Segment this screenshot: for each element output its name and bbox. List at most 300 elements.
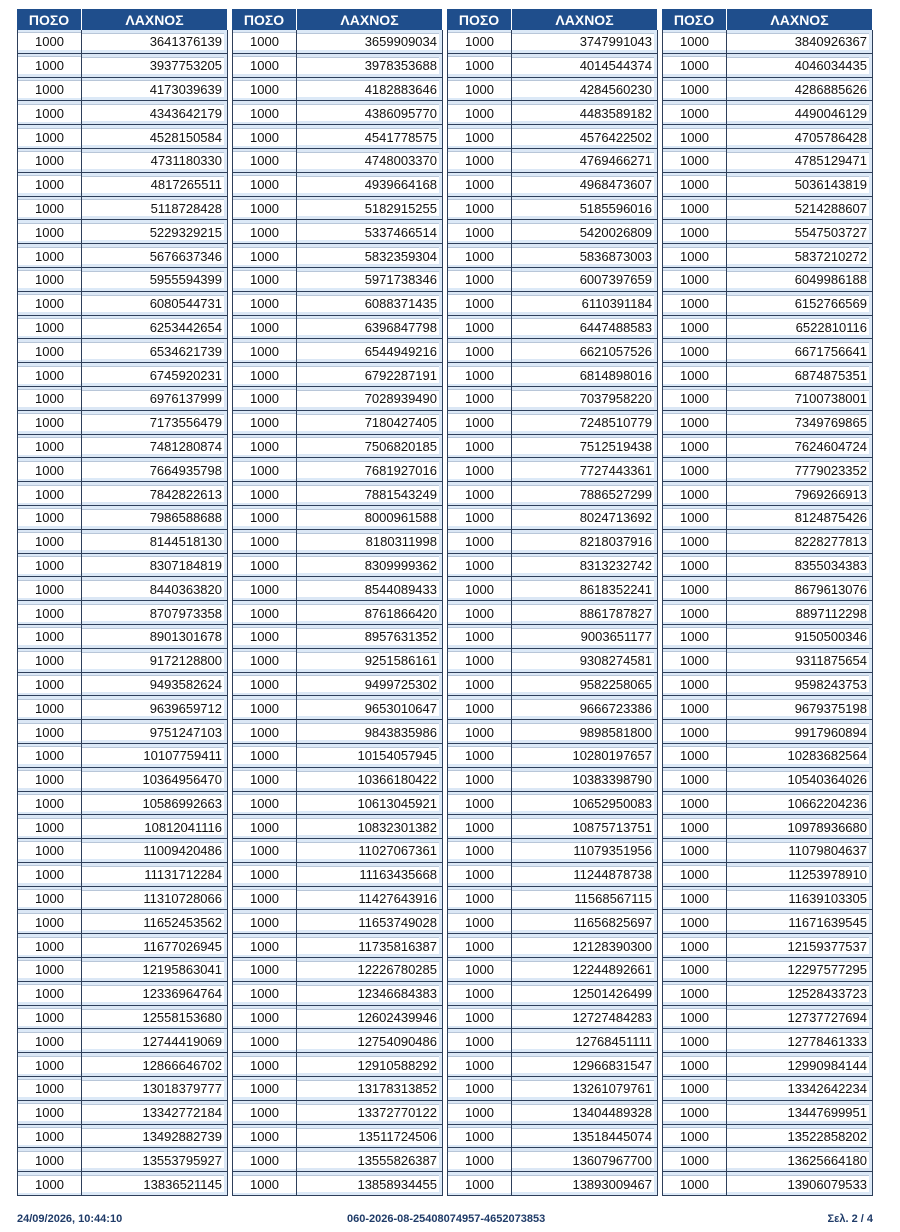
- row-block: [662, 1006, 877, 1030]
- cell-lachnos: [512, 173, 658, 197]
- row-block: [662, 292, 877, 316]
- cell-lachnos: [82, 292, 228, 316]
- row-block: [17, 720, 232, 744]
- cell-poso: [17, 1172, 82, 1196]
- row-block: [447, 244, 662, 268]
- row-block: [17, 363, 232, 387]
- lachnos-value: 8307184819: [82, 556, 224, 573]
- lachnos-value: 8313232742: [512, 556, 654, 573]
- poso-value: 1000: [233, 104, 296, 122]
- poso-value: 1000: [233, 675, 296, 693]
- lachnos-value: 10812041116: [82, 818, 224, 835]
- results-table: [17, 9, 877, 1196]
- cell-poso: [447, 78, 512, 102]
- lachnos-value: 10662204236: [727, 794, 869, 811]
- table-row: [17, 435, 877, 459]
- cell-lachnos: [82, 530, 228, 554]
- cell-poso: [17, 339, 82, 363]
- cell-poso: [447, 768, 512, 792]
- cell-poso: [232, 863, 297, 887]
- cell-poso: [447, 458, 512, 482]
- cell-poso: [232, 435, 297, 459]
- table-row: [17, 411, 877, 435]
- poso-value: 1000: [233, 984, 296, 1002]
- cell-lachnos: [512, 1006, 658, 1030]
- row-block: [447, 149, 662, 173]
- lachnos-value: 12226780285: [297, 961, 439, 978]
- lachnos-value: 4541778575: [297, 128, 439, 145]
- lachnos-value: 4343642179: [82, 104, 224, 121]
- cell-lachnos: [727, 673, 873, 697]
- cell-lachnos: [82, 577, 228, 601]
- lachnos-value: 7727443361: [512, 461, 654, 478]
- cell-lachnos: [727, 411, 873, 435]
- lachnos-value: 6621057526: [512, 342, 654, 359]
- cell-lachnos: [512, 1172, 658, 1196]
- cell-poso: [447, 30, 512, 54]
- table-row: [17, 125, 877, 149]
- cell-poso: [447, 1053, 512, 1077]
- cell-poso: [17, 316, 82, 340]
- poso-value: 1000: [448, 865, 511, 883]
- row-block: [447, 910, 662, 934]
- row-block: [232, 863, 447, 887]
- row-block: [232, 720, 447, 744]
- poso-value: 1000: [663, 794, 726, 812]
- lachnos-value: 4046034435: [727, 57, 869, 74]
- table-row: [17, 720, 877, 744]
- lachnos-value: 11652453562: [82, 913, 224, 930]
- poso-value: 1000: [18, 1103, 81, 1121]
- lachnos-value: 8000961588: [297, 509, 439, 526]
- lachnos-value: 12602439946: [297, 1009, 439, 1026]
- cell-poso: [232, 839, 297, 863]
- row-block: [662, 220, 877, 244]
- poso-value: 1000: [233, 818, 296, 836]
- cell-poso: [17, 815, 82, 839]
- poso-value: 1000: [663, 960, 726, 978]
- row-block: [232, 244, 447, 268]
- lachnos-value: 7248510779: [512, 414, 654, 431]
- cell-lachnos: [82, 958, 228, 982]
- cell-lachnos: [82, 54, 228, 78]
- row-block: [662, 673, 877, 697]
- row-block: [232, 982, 447, 1006]
- cell-lachnos: [727, 887, 873, 911]
- poso-value: 1000: [448, 413, 511, 431]
- row-block: [662, 1029, 877, 1053]
- row-block: [232, 1029, 447, 1053]
- lachnos-value: 9172128800: [82, 652, 224, 669]
- poso-value: 1000: [233, 56, 296, 74]
- cell-poso: [447, 601, 512, 625]
- lachnos-value: 13372770122: [297, 1104, 439, 1121]
- table-row: [17, 1077, 877, 1101]
- cell-poso: [447, 815, 512, 839]
- cell-poso: [662, 292, 727, 316]
- table-row: [17, 458, 877, 482]
- cell-lachnos: [297, 1172, 443, 1196]
- cell-lachnos: [82, 1172, 228, 1196]
- poso-value: 1000: [663, 865, 726, 883]
- cell-poso: [447, 1172, 512, 1196]
- cell-lachnos: [297, 649, 443, 673]
- poso-value: 1000: [448, 437, 511, 455]
- row-block: [447, 387, 662, 411]
- lachnos-value: 11568567115: [512, 890, 654, 907]
- lachnos-value: 9493582624: [82, 675, 224, 692]
- cell-lachnos: [512, 839, 658, 863]
- cell-poso: [662, 530, 727, 554]
- row-block: [662, 934, 877, 958]
- lachnos-value: 6534621739: [82, 342, 224, 359]
- lachnos-value: 5955594399: [82, 271, 224, 288]
- lachnos-value: 11027067361: [297, 842, 439, 859]
- cell-lachnos: [512, 149, 658, 173]
- lachnos-value: 5185596016: [512, 199, 654, 216]
- poso-value: 1000: [233, 746, 296, 764]
- row-block: [447, 482, 662, 506]
- cell-poso: [232, 577, 297, 601]
- cell-poso: [232, 316, 297, 340]
- poso-value: 1000: [448, 1175, 511, 1193]
- table-row: [17, 910, 877, 934]
- poso-value: 1000: [448, 699, 511, 717]
- cell-lachnos: [727, 554, 873, 578]
- cell-lachnos: [297, 1053, 443, 1077]
- cell-poso: [232, 1077, 297, 1101]
- cell-poso: [447, 744, 512, 768]
- cell-lachnos: [297, 1006, 443, 1030]
- poso-value: 1000: [448, 128, 511, 146]
- cell-lachnos: [297, 387, 443, 411]
- poso-value: 1000: [18, 508, 81, 526]
- poso-value: 1000: [448, 508, 511, 526]
- lachnos-value: 10283682564: [727, 747, 869, 764]
- header-block: [17, 9, 232, 30]
- row-block: [447, 720, 662, 744]
- lachnos-value: 12336964764: [82, 985, 224, 1002]
- row-block: [662, 411, 877, 435]
- cell-lachnos: [82, 78, 228, 102]
- cell-lachnos: [727, 1029, 873, 1053]
- lachnos-value: 8861787827: [512, 604, 654, 621]
- lachnos-value: 12737727694: [727, 1009, 869, 1026]
- row-block: [447, 982, 662, 1006]
- lachnos-value: 13858934455: [297, 1175, 439, 1192]
- poso-value: 1000: [448, 485, 511, 503]
- row-block: [17, 1101, 232, 1125]
- cell-poso: [232, 887, 297, 911]
- lachnos-value: 13625664180: [727, 1151, 869, 1168]
- lachnos-value: 8440363820: [82, 580, 224, 597]
- cell-lachnos: [727, 1006, 873, 1030]
- row-block: [232, 577, 447, 601]
- lachnos-value: 13906079533: [727, 1175, 869, 1192]
- row-block: [662, 244, 877, 268]
- lachnos-value: 7779023352: [727, 461, 869, 478]
- table-row: [17, 1148, 877, 1172]
- lachnos-value: 12768451111: [512, 1032, 654, 1049]
- cell-poso: [662, 149, 727, 173]
- lachnos-value: 8957631352: [297, 628, 439, 645]
- cell-poso: [447, 292, 512, 316]
- table-row: [17, 792, 877, 816]
- row-block: [17, 934, 232, 958]
- poso-value: 1000: [448, 818, 511, 836]
- cell-lachnos: [727, 696, 873, 720]
- row-block: [232, 1006, 447, 1030]
- cell-lachnos: [82, 173, 228, 197]
- row-block: [662, 815, 877, 839]
- poso-value: 1000: [448, 1008, 511, 1026]
- cell-lachnos: [512, 673, 658, 697]
- lachnos-value: 9582258065: [512, 675, 654, 692]
- cell-lachnos: [512, 411, 658, 435]
- row-block: [662, 363, 877, 387]
- row-block: [17, 220, 232, 244]
- row-block: [232, 149, 447, 173]
- cell-lachnos: [297, 792, 443, 816]
- cell-poso: [447, 887, 512, 911]
- lachnos-value: 4785129471: [727, 152, 869, 169]
- row-block: [17, 149, 232, 173]
- poso-value: 1000: [448, 104, 511, 122]
- table-body: [17, 30, 877, 1196]
- lachnos-value: 5036143819: [727, 176, 869, 193]
- cell-lachnos: [297, 1148, 443, 1172]
- header-block: [232, 9, 447, 30]
- row-block: [232, 1148, 447, 1172]
- cell-lachnos: [512, 125, 658, 149]
- cell-lachnos: [82, 744, 228, 768]
- row-block: [17, 1029, 232, 1053]
- cell-lachnos: [297, 982, 443, 1006]
- poso-value: 1000: [663, 604, 726, 622]
- footer-timestamp: 24/09/2026, 10:44:10: [17, 1213, 123, 1225]
- cell-poso: [447, 339, 512, 363]
- poso-value: 1000: [18, 889, 81, 907]
- table-row: [17, 554, 877, 578]
- row-block: [662, 625, 877, 649]
- cell-poso: [662, 101, 727, 125]
- cell-poso: [662, 78, 727, 102]
- row-block: [447, 268, 662, 292]
- cell-lachnos: [512, 387, 658, 411]
- lachnos-value: 11079351956: [512, 842, 654, 859]
- row-block: [17, 78, 232, 102]
- poso-value: 1000: [448, 318, 511, 336]
- row-block: [17, 1077, 232, 1101]
- row-block: [232, 316, 447, 340]
- cell-poso: [232, 649, 297, 673]
- row-block: [232, 673, 447, 697]
- row-block: [447, 530, 662, 554]
- cell-lachnos: [297, 197, 443, 221]
- table-row: [17, 1125, 877, 1149]
- row-block: [17, 197, 232, 221]
- lachnos-value: 4769466271: [512, 152, 654, 169]
- cell-poso: [447, 54, 512, 78]
- lachnos-value: 13607967700: [512, 1151, 654, 1168]
- poso-value: 1000: [18, 1056, 81, 1074]
- lachnos-value: 12297577295: [727, 961, 869, 978]
- cell-lachnos: [297, 744, 443, 768]
- poso-value: 1000: [663, 532, 726, 550]
- row-block: [662, 1053, 877, 1077]
- cell-lachnos: [297, 482, 443, 506]
- poso-value: 1000: [448, 80, 511, 98]
- cell-lachnos: [297, 1101, 443, 1125]
- lachnos-value: 7481280874: [82, 437, 224, 454]
- poso-value: 1000: [18, 342, 81, 360]
- cell-lachnos: [727, 1053, 873, 1077]
- cell-poso: [447, 387, 512, 411]
- cell-poso: [17, 1053, 82, 1077]
- poso-value: 1000: [18, 32, 81, 50]
- cell-poso: [662, 1029, 727, 1053]
- cell-lachnos: [512, 792, 658, 816]
- lachnos-value: 10383398790: [512, 771, 654, 788]
- cell-lachnos: [727, 958, 873, 982]
- table-row: [17, 220, 877, 244]
- cell-poso: [232, 125, 297, 149]
- cell-lachnos: [727, 530, 873, 554]
- table-row: [17, 839, 877, 863]
- cell-poso: [17, 268, 82, 292]
- cell-lachnos: [727, 316, 873, 340]
- row-block: [17, 173, 232, 197]
- poso-value: 1000: [663, 1151, 726, 1169]
- poso-value: 1000: [233, 1103, 296, 1121]
- cell-lachnos: [297, 863, 443, 887]
- poso-value: 1000: [663, 223, 726, 241]
- cell-lachnos: [512, 339, 658, 363]
- lachnos-value: 5214288607: [727, 199, 869, 216]
- row-block: [447, 101, 662, 125]
- poso-value: 1000: [448, 532, 511, 550]
- poso-value: 1000: [663, 461, 726, 479]
- cell-poso: [447, 1101, 512, 1125]
- lachnos-value: 6671756641: [727, 342, 869, 359]
- row-block: [232, 411, 447, 435]
- poso-value: 1000: [448, 1079, 511, 1097]
- cell-lachnos: [727, 934, 873, 958]
- lachnos-value: 10652950083: [512, 794, 654, 811]
- poso-value: 1000: [18, 413, 81, 431]
- table-row: [17, 78, 877, 102]
- lachnos-value: 6814898016: [512, 366, 654, 383]
- lachnos-value: 12727484283: [512, 1009, 654, 1026]
- lachnos-value: 4286885626: [727, 80, 869, 97]
- cell-poso: [447, 863, 512, 887]
- lachnos-value: 11653749028: [297, 913, 439, 930]
- lachnos-value: 5118728428: [82, 199, 224, 216]
- cell-poso: [17, 458, 82, 482]
- cell-lachnos: [297, 768, 443, 792]
- row-block: [232, 78, 447, 102]
- lachnos-value: 8144518130: [82, 533, 224, 550]
- lachnos-value: 11079804637: [727, 842, 869, 859]
- lachnos-value: 7681927016: [297, 461, 439, 478]
- cell-lachnos: [727, 649, 873, 673]
- cell-poso: [662, 482, 727, 506]
- cell-poso: [447, 244, 512, 268]
- cell-lachnos: [82, 720, 228, 744]
- cell-lachnos: [727, 339, 873, 363]
- header-poso: ΠΟΣΟ: [447, 9, 512, 30]
- row-block: [17, 1125, 232, 1149]
- cell-poso: [17, 673, 82, 697]
- poso-value: 1000: [448, 580, 511, 598]
- poso-value: 1000: [663, 389, 726, 407]
- cell-poso: [232, 1029, 297, 1053]
- row-block: [232, 1077, 447, 1101]
- lachnos-value: 7886527299: [512, 485, 654, 502]
- cell-lachnos: [297, 458, 443, 482]
- cell-lachnos: [512, 101, 658, 125]
- lachnos-value: 8228277813: [727, 533, 869, 550]
- poso-value: 1000: [448, 604, 511, 622]
- row-block: [232, 339, 447, 363]
- row-block: [232, 387, 447, 411]
- cell-poso: [662, 887, 727, 911]
- poso-value: 1000: [18, 675, 81, 693]
- lachnos-value: 9150500346: [727, 628, 869, 645]
- row-block: [232, 744, 447, 768]
- lachnos-value: 3659909034: [297, 33, 439, 50]
- cell-poso: [447, 625, 512, 649]
- row-block: [662, 554, 877, 578]
- poso-value: 1000: [233, 1008, 296, 1026]
- poso-value: 1000: [233, 270, 296, 288]
- cell-poso: [447, 649, 512, 673]
- cell-poso: [662, 554, 727, 578]
- cell-poso: [662, 316, 727, 340]
- row-block: [447, 292, 662, 316]
- cell-lachnos: [512, 649, 658, 673]
- table-row: [17, 887, 877, 911]
- cell-poso: [662, 815, 727, 839]
- cell-poso: [232, 744, 297, 768]
- row-block: [232, 625, 447, 649]
- cell-lachnos: [512, 1125, 658, 1149]
- cell-lachnos: [727, 506, 873, 530]
- lachnos-value: 4528150584: [82, 128, 224, 145]
- cell-lachnos: [82, 649, 228, 673]
- lachnos-value: 4731180330: [82, 152, 224, 169]
- poso-value: 1000: [18, 984, 81, 1002]
- cell-lachnos: [297, 577, 443, 601]
- poso-value: 1000: [663, 128, 726, 146]
- row-block: [447, 30, 662, 54]
- poso-value: 1000: [448, 1056, 511, 1074]
- cell-poso: [662, 720, 727, 744]
- cell-poso: [17, 625, 82, 649]
- poso-value: 1000: [233, 128, 296, 146]
- lachnos-value: 6745920231: [82, 366, 224, 383]
- lachnos-value: 11639103305: [727, 890, 869, 907]
- poso-value: 1000: [18, 199, 81, 217]
- cell-lachnos: [727, 863, 873, 887]
- cell-poso: [17, 244, 82, 268]
- lachnos-value: 5182915255: [297, 199, 439, 216]
- lachnos-value: 5837210272: [727, 247, 869, 264]
- lachnos-value: 8355034383: [727, 556, 869, 573]
- lachnos-value: 5832359304: [297, 247, 439, 264]
- row-block: [447, 958, 662, 982]
- cell-poso: [447, 435, 512, 459]
